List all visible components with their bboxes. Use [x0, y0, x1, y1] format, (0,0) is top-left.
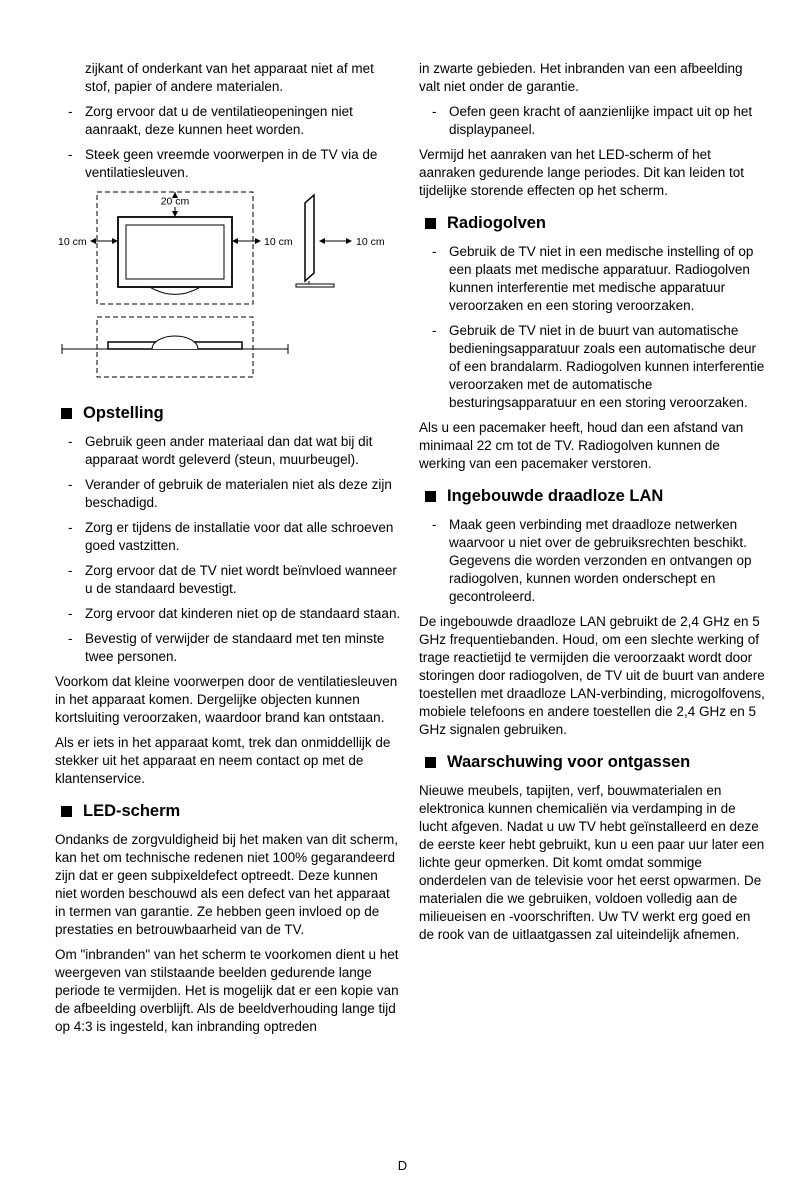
bullet-dash: -: [68, 631, 73, 646]
page-footer-label: D: [397, 1158, 408, 1173]
bullet-text: Oefen geen kracht of aanzienlijke impact uit op het displaypaneel.: [449, 104, 753, 137]
bullet-dash: -: [68, 520, 73, 535]
bullet-item: [419, 322, 767, 412]
section-heading: [425, 213, 767, 233]
paragraph: zijkant of onderkant van het apparaat niet af met stof, papier of andere materialen.: [85, 61, 374, 94]
tv-top-view: [62, 317, 288, 377]
front-left-clearance-arrow: [90, 238, 118, 244]
bullet-text: Steek geen vreemde voorwerpen in de TV via de ventilatiesleuven.: [85, 147, 378, 180]
bullet-dash: -: [68, 434, 73, 449]
section-heading-text: Waarschuwing voor ontgassen: [447, 753, 691, 771]
tv-clearance-diagram: [55, 189, 403, 390]
bullet-item: [55, 146, 403, 182]
front-left-clearance-label: 10 cm: [58, 236, 87, 248]
heading-square-icon: [61, 408, 72, 419]
bullet-item: [419, 243, 767, 315]
section-heading: [61, 801, 403, 821]
section-heading-text: LED-scherm: [83, 802, 181, 820]
left-column-top-blocks: [55, 60, 403, 182]
section-heading: [425, 486, 767, 506]
bullet-text: Gebruik de TV niet in de buurt van automatische bedieningsapparatuur zoals een automatische deur of een brandalarm. Radiogolven kunnen interferentie veroorzaken met de automatische besturingsapparatuur en een storing veroorzaken.: [449, 323, 765, 410]
paragraph: Om "inbranden" van het scherm te voorkomen dient u het weergeven van stilstaande beelden gedurende lange periode te vermijden. Het is mogelijk dat er een kopie van de afbeelding overblijft. Als de beeldverhouding lange tijd op 4:3 is ingesteld, kan inbranding optreden: [55, 947, 399, 1034]
bullet-dash: -: [68, 104, 73, 119]
bullet-text: Zorg ervoor dat u de ventilatieopeningen niet aanraakt, deze kunnen heet worden.: [85, 104, 353, 137]
side-right-clearance-label: 10 cm: [356, 236, 385, 248]
bullet-text: Verander of gebruik de materialen niet als deze zijn beschadigd.: [85, 477, 392, 510]
heading-square-icon: [425, 218, 436, 229]
bullet-item: [55, 433, 403, 469]
bullet-dash: -: [68, 147, 73, 162]
bullet-text: Gebruik de TV niet in een medische instelling of op een plaats met medische apparatuur. Radiogolven kunnen interferentie met medische apparatuur veroorzaken en een storing veroorzaken.: [449, 244, 754, 313]
section-heading: [61, 403, 403, 423]
right-column: [419, 60, 767, 1043]
bullet-dash: -: [432, 104, 437, 119]
bullet-text: Bevestig of verwijder de standaard met ten minste twee personen.: [85, 631, 385, 664]
bullet-item: [55, 605, 403, 623]
left-column-bottom-blocks: [55, 403, 403, 1036]
bullet-text: Zorg er tijdens de installatie voor dat alle schroeven goed vastzitten.: [85, 520, 394, 553]
bullet-item: [55, 519, 403, 555]
bullet-dash: -: [68, 563, 73, 578]
paragraph: Als er iets in het apparaat komt, trek dan onmiddellijk de stekker uit het apparaat en neem contact op met de klantenservice.: [55, 735, 391, 786]
bullet-item: [419, 516, 767, 606]
paragraph: Nieuwe meubels, tapijten, verf, bouwmaterialen en elektronica kunnen chemicaliën via verdamping in de lucht afgeven. Nadat u uw TV hebt geïnstalleerd en deze de eerste keer hebt gebruikt, kun u een paar uur later een lichte geur opmerken. Dit komt omdat sommige onderdelen van de televisie voor het eerst opwarmen. De materialen die we gebruiken, voldoen volledig aan de milieueisen en -voorschriften. Uw TV werkt erg goed en de rook van de uitlaatgassen zal uiteindelijk afnemen.: [419, 783, 765, 942]
front-right-clearance-label: 10 cm: [264, 236, 293, 248]
bullet-dash: -: [68, 477, 73, 492]
front-top-clearance-label: 20 cm: [160, 195, 190, 208]
bullet-text: Zorg ervoor dat kinderen niet op de standaard staan.: [85, 606, 401, 621]
paragraph: Vermijd het aanraken van het LED-scherm of het aanraken gedurende lange periodes. Dit kan leiden tot tijdelijke storende effecten op het scherm.: [419, 147, 744, 198]
section-heading-text: Opstelling: [83, 404, 164, 422]
bullet-item: [55, 562, 403, 598]
paragraph: Ondanks de zorgvuldigheid bij het maken van dit scherm, kan het om technische redenen niet 100% gegarandeerd zijn dat er geen subpixeldefect optreedt. Deze kunnen niet worden beschouwd als een defect van het apparaat in termen van garantie. Ze hebben geen invloed op de prestaties en betrouwbaarheid van de TV.: [55, 832, 398, 937]
paragraph: De ingebouwde draadloze LAN gebruikt de 2,4 GHz en 5 GHz frequentiebanden. Houd, om een slechte werking of trage reactietijd te vermijden die veroorzaakt wordt door storingen door radiogolven, de TV uit de buurt van andere toestellen met draadloze LAN-verbinding, microgolfovens, mobiele telefoons en andere toestellen die 2,4 GHz en 5 GHz signalen gebruiken.: [419, 614, 765, 737]
bullet-text: Gebruik geen ander materiaal dan dat wat bij dit apparaat wordt geleverd (steun, muurbeugel).: [85, 434, 373, 467]
bullet-dash: -: [432, 323, 437, 338]
bullet-text: Zorg ervoor dat de TV niet wordt beïnvloed wanneer u de standaard bevestigt.: [85, 563, 397, 596]
bullet-dash: -: [432, 244, 437, 259]
paragraph: in zwarte gebieden. Het inbranden van een afbeelding valt niet onder de garantie.: [419, 61, 743, 94]
heading-square-icon: [425, 491, 436, 502]
section-heading-text: Radiogolven: [447, 214, 547, 232]
left-column: [55, 60, 403, 1043]
bullet-item: [55, 630, 403, 666]
front-right-clearance-arrow: [232, 238, 261, 244]
section-heading-text: Ingebouwde draadloze LAN: [447, 487, 664, 505]
side-right-clearance-arrow: [319, 238, 352, 244]
paragraph: Voorkom dat kleine voorwerpen door de ventilatiesleuven in het apparaat komen. Dergelijke objecten kunnen kortsluiting veroorzaken, waardoor brand kan ontstaan.: [55, 674, 398, 725]
two-column-layout: [55, 60, 767, 1043]
bullet-item: [55, 103, 403, 139]
bullet-text: Maak geen verbinding met draadloze netwerken waarvoor u niet over de gebruiksrechten beschikt. Gegevens die worden verzonden en ontvangen op radiogolven, kunnen worden onderschept en gecontroleerd.: [449, 517, 752, 604]
bullet-item: [55, 476, 403, 512]
paragraph: Als u een pacemaker heeft, houd dan een afstand van minimaal 22 cm tot de TV. Radiogolven kunnen de werking van een pacemaker verstoren.: [419, 420, 744, 471]
bullet-item: [419, 103, 767, 139]
section-heading: [425, 752, 767, 772]
heading-square-icon: [61, 806, 72, 817]
heading-square-icon: [425, 757, 436, 768]
clearance-diagram-svg: [55, 189, 403, 385]
bullet-dash: -: [432, 517, 437, 532]
bullet-dash: -: [68, 606, 73, 621]
